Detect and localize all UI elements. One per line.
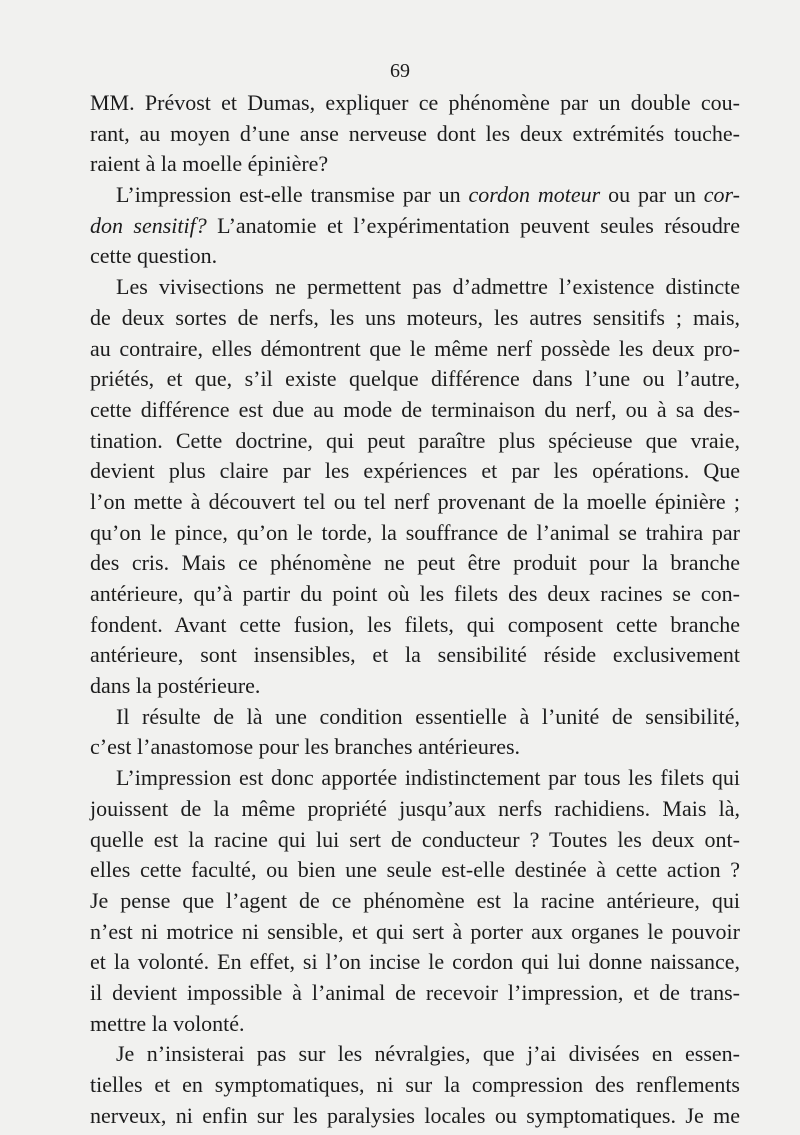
text-line: Les vivisections ne permettent pas d’admettre l’existence distincte — [116, 274, 740, 300]
text-line: jouissent de la même propriété jusqu’aux nerfs rachidiens. Mais là, — [90, 795, 740, 821]
text-line: c’est l’anastomose pour les branches antérieures. — [90, 734, 521, 760]
paragraph-3 — [90, 272, 740, 702]
text-line: qu’on le pince, qu’on le torde, la souffrance de l’animal se trahira par — [90, 519, 740, 545]
text-line: Il résulte de là une condition essentielle à l’unité de sensibilité, — [116, 703, 740, 729]
text-line: des cris. Mais ce phénomène ne peut être produit pour la branche — [90, 550, 740, 576]
text-line: dans la postérieure. — [90, 673, 261, 699]
paragraph-5 — [90, 763, 740, 1039]
paragraph-6 — [90, 1039, 740, 1131]
text-line: L’impression est-elle transmise par un cordon moteur ou par un cor- — [116, 182, 740, 208]
text-line: elles cette faculté, ou bien une seule est-elle destinée à cette action ? — [90, 857, 740, 883]
text-line: n’est ni motrice ni sensible, et qui sert à porter aux organes le pouvoir — [90, 918, 740, 944]
text-line: et la volonté. En effet, si l’on incise le cordon qui lui donne naissance, — [90, 949, 740, 975]
text-line: l’on mette à découvert tel ou tel nerf provenant de la moelle épinière ; — [90, 488, 740, 514]
text-line: priétés, et que, s’il existe quelque différence dans l’une ou l’autre, — [90, 366, 740, 392]
text-line: tination. Cette doctrine, qui peut paraître plus spécieuse que vraie, — [90, 427, 740, 453]
text-line: au contraire, elles démontrent que le même nerf possède les deux pro- — [90, 335, 740, 361]
text-line: de deux sortes de nerfs, les uns moteurs, les autres sensitifs ; mais, — [90, 304, 740, 330]
paragraph-4 — [90, 702, 740, 763]
text-line: don sensitif? L’anatomie et l’expérimentation peuvent seules résoudre — [90, 212, 740, 238]
text-line: devient plus claire par les expériences et par les opérations. Que — [90, 458, 740, 484]
page-body — [90, 88, 740, 1131]
text-line: rant, au moyen d’une anse nerveuse dont les deux extrémités touche- — [90, 120, 740, 146]
italic-text: don sensitif? — [90, 212, 207, 238]
text-line: antérieure, sont insensibles, et la sensibilité réside exclusivement — [90, 642, 740, 668]
text-line: cette différence est due au mode de terminaison du nerf, ou à sa des- — [90, 396, 740, 422]
text-line: tielles et en symptomatiques, ni sur la compression des renflements — [90, 1072, 740, 1097]
text-line: MM. Prévost et Dumas, expliquer ce phénomène par un double cou- — [90, 90, 740, 115]
text-line: L’impression est donc apportée indistinctement par tous les filets qui — [116, 765, 740, 791]
paragraph-1 — [90, 88, 740, 180]
text-line: cette question. — [90, 243, 218, 269]
text-line: fondent. Avant cette fusion, les filets, qui composent cette branche — [90, 611, 740, 637]
text-line: Je n’insisterai pas sur les névralgies, que j’ai divisées en essen- — [116, 1041, 740, 1067]
italic-text: cor- — [703, 182, 740, 208]
italic-text: cordon moteur — [468, 182, 601, 208]
text-line: antérieure, qu’à partir du point où les filets des deux racines se con- — [90, 581, 740, 606]
text-line: il devient impossible à l’animal de recevoir l’impression, et de trans- — [90, 979, 740, 1005]
text-line: quelle est la racine qui lui sert de conducteur ? Toutes les deux ont- — [90, 826, 740, 852]
text-line: raient à la moelle épinière? — [90, 151, 329, 177]
text-line: Je pense que l’agent de ce phénomène est la racine antérieure, qui — [90, 887, 740, 913]
page-number: 69 — [390, 60, 410, 82]
paragraph-2 — [90, 180, 740, 272]
text-line: mettre la volonté. — [90, 1010, 245, 1036]
text-line: nerveux, ni enfin sur les paralysies locales ou symptomatiques. Je me — [90, 1102, 740, 1128]
